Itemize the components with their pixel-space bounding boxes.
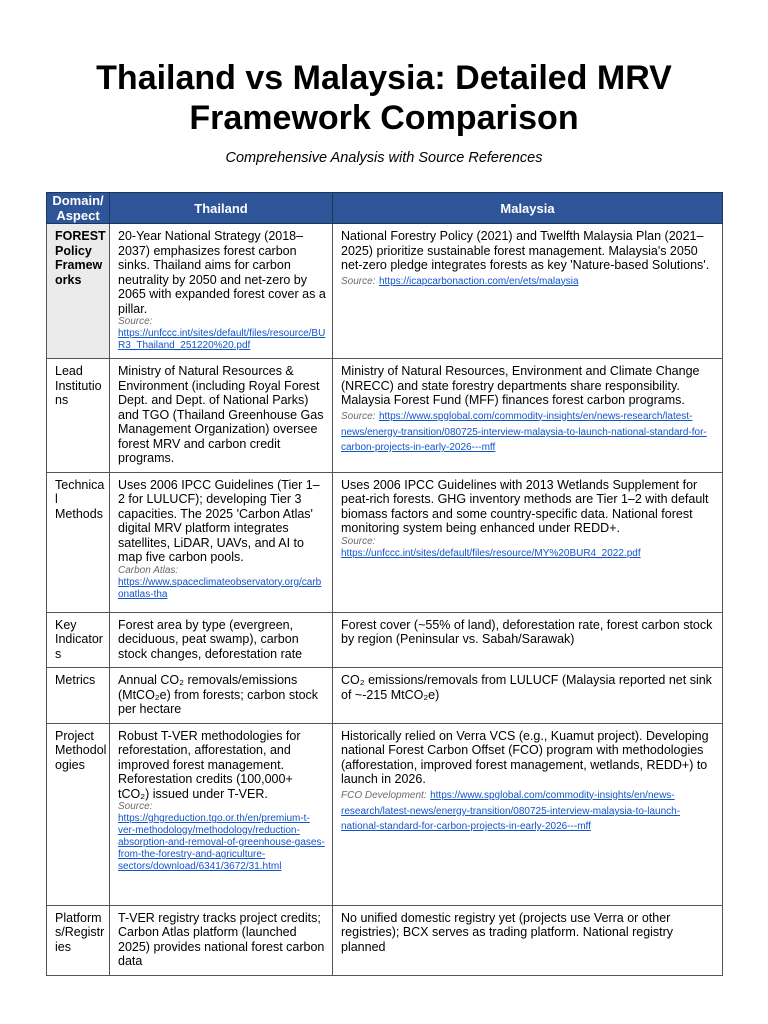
page-subtitle: Comprehensive Analysis with Source References [225,150,543,166]
cell-text: Ministry of Natural Resources, Environment and Climate Change (NRECC) and state forestry departments share responsibility. Malaysia Forest Fund (MFF) finances forest carbon programs. [341,364,700,407]
source-label: FCO Development: [341,789,427,801]
source-label: Carbon Atlas: [118,564,179,576]
source-label: Source: [118,316,153,327]
cell-text: CO₂ emissions/removals from LULUCF (Malaysia reported net sink of ~-215 MtCO₂e) [341,673,712,702]
source-link[interactable]: https://unfccc.int/sites/default/files/resource/BUR3_Thailand_251220%20.pdf [118,328,326,351]
source-line [341,408,716,455]
source-link[interactable]: https://ghgreduction.tgo.or.th/en/premium-t-ver-methodology/methodology/reduction-absorption-and-removal-of-greenhouse-gases-from-the-forestry-and-agriculture-sectors/download/6341/3672/31.html [118,813,325,872]
cell-text: Uses 2006 IPCC Guidelines with 2013 Wetlands Supplement for peat-rich forests. GHG inventory methods are Tier 1–2 with default biomass factors and some country-specific data. National forest monitoring system being enhanced under REDD+. [341,477,709,535]
cell-text: Historically relied on Verra VCS (e.g., Kuamut project). Developing national Forest Carbon Offset (FCO) program with methodologies (afforestation, improved forest management, wetlands, REDD+) to launch in 2026. [341,728,709,786]
source-label: Source: [118,801,153,812]
row-aspect: Platforms/Registries [47,905,110,975]
header-aspect: Domain/ Aspect [47,193,110,224]
table-row [47,723,723,905]
source-label: Source: [341,535,376,547]
source-line [341,273,716,290]
cell-text: Annual CO₂ removals/emissions (MtCO₂e) from forests; carbon stock per hectare [118,673,319,716]
table-row [47,224,723,359]
table-row [47,905,723,975]
cell-text: No unified domestic registry yet (projects use Verra or other registries); BCX serves as trading platform. National registry planned [341,910,674,954]
header-thailand: Thailand [110,193,333,224]
thailand-cell [110,668,333,724]
cell-text: Ministry of Natural Resources & Environment (including Royal Forest Dept. and Dept. of National Parks) and TGO (Thailand Greenhouse Gas Management Organization) oversee forest MRV and carbon credit programs. [118,364,324,465]
table-row [47,612,723,668]
malaysia-cell [333,668,723,724]
malaysia-cell [333,359,723,473]
cell-text: Forest cover (~55% of land), deforestation rate, forest carbon stock by region (Peninsular vs. Sabah/Sarawak) [341,617,713,646]
source-link[interactable]: https://unfccc.int/sites/default/files/resource/MY%20BUR4_2022.pdf [341,547,641,559]
source-link[interactable]: https://www.spaceclimateobservatory.org/carbonatlas-tha [118,576,322,600]
cell-text: T-VER registry tracks project credits; Carbon Atlas platform (launched 2025) provides national forest carbon data [118,910,325,968]
comparison-table [46,192,723,976]
source-label: Source: [341,275,376,287]
row-aspect: Key Indicators [47,612,110,668]
table-row [47,472,723,612]
malaysia-cell [333,612,723,668]
malaysia-cell [333,472,723,612]
cell-text: Forest area by type (evergreen, deciduous, peat swamp), carbon stock changes, deforestation rate [118,617,303,661]
title-line-1: Thailand vs Malaysia: Detailed MRV [96,59,672,97]
table-header-row [47,193,723,224]
malaysia-cell [333,905,723,975]
table-row [47,359,723,473]
row-aspect: Lead Institutions [47,359,110,473]
thailand-cell [110,359,333,473]
row-aspect: FOREST Policy Frameworks [47,224,110,359]
header-malaysia: Malaysia [333,193,723,224]
row-aspect: Metrics [47,668,110,724]
thailand-cell [110,224,333,359]
source-line [341,787,716,834]
thailand-cell [110,905,333,975]
table-row [47,668,723,724]
thailand-cell [110,472,333,612]
cell-text: National Forestry Policy (2021) and Twelfth Malaysia Plan (2021–2025) prioritize sustainable forest management. Malaysia's 2050 net-zero pledge integrates forests as key 'Nature-based Solutions'. [341,229,710,272]
page-title [0,58,768,138]
source-link[interactable]: https://www.spglobal.com/commodity-insights/en/news-research/latest-news/energy-transition/080725-interview-malaysia-to-launch-national-standard-for-carbon-projects-in-early-2026---mff [341,789,681,832]
malaysia-cell [333,723,723,905]
title-line-2: Framework Comparison [189,99,579,137]
cell-text: 20-Year National Strategy (2018–2037) emphasizes forest carbon sinks. Thailand aims for carbon neutrality by 2050 and net-zero by 2065 with expanded forest cover as a pillar. [118,229,326,316]
thailand-cell [110,723,333,905]
row-aspect: Technical Methods [47,472,110,612]
source-link[interactable]: https://icapcarbonaction.com/en/ets/malaysia [378,275,579,287]
malaysia-cell [333,224,723,359]
thailand-cell [110,612,333,668]
cell-text: Robust T-VER methodologies for reforestation, afforestation, and improved forest management. Reforestation credits (100,000+ tCO₂) issued under T-VER. [118,728,301,801]
source-label: Source: [341,410,376,422]
source-link[interactable]: https://www.spglobal.com/commodity-insights/en/news-research/latest-news/energy-transition/080725-interview-malaysia-to-launch-national-standard-for-carbon-projects-in-early-2026---mff [341,410,707,453]
cell-text: Uses 2006 IPCC Guidelines (Tier 1–2 for LULUCF); developing Tier 3 capacities. The 2025 'Carbon Atlas' digital MRV platform integrates satellites, LiDAR, UAVs, and AI to map five carbon pools. [118,477,320,564]
row-aspect: Project Methodologies [47,723,110,905]
